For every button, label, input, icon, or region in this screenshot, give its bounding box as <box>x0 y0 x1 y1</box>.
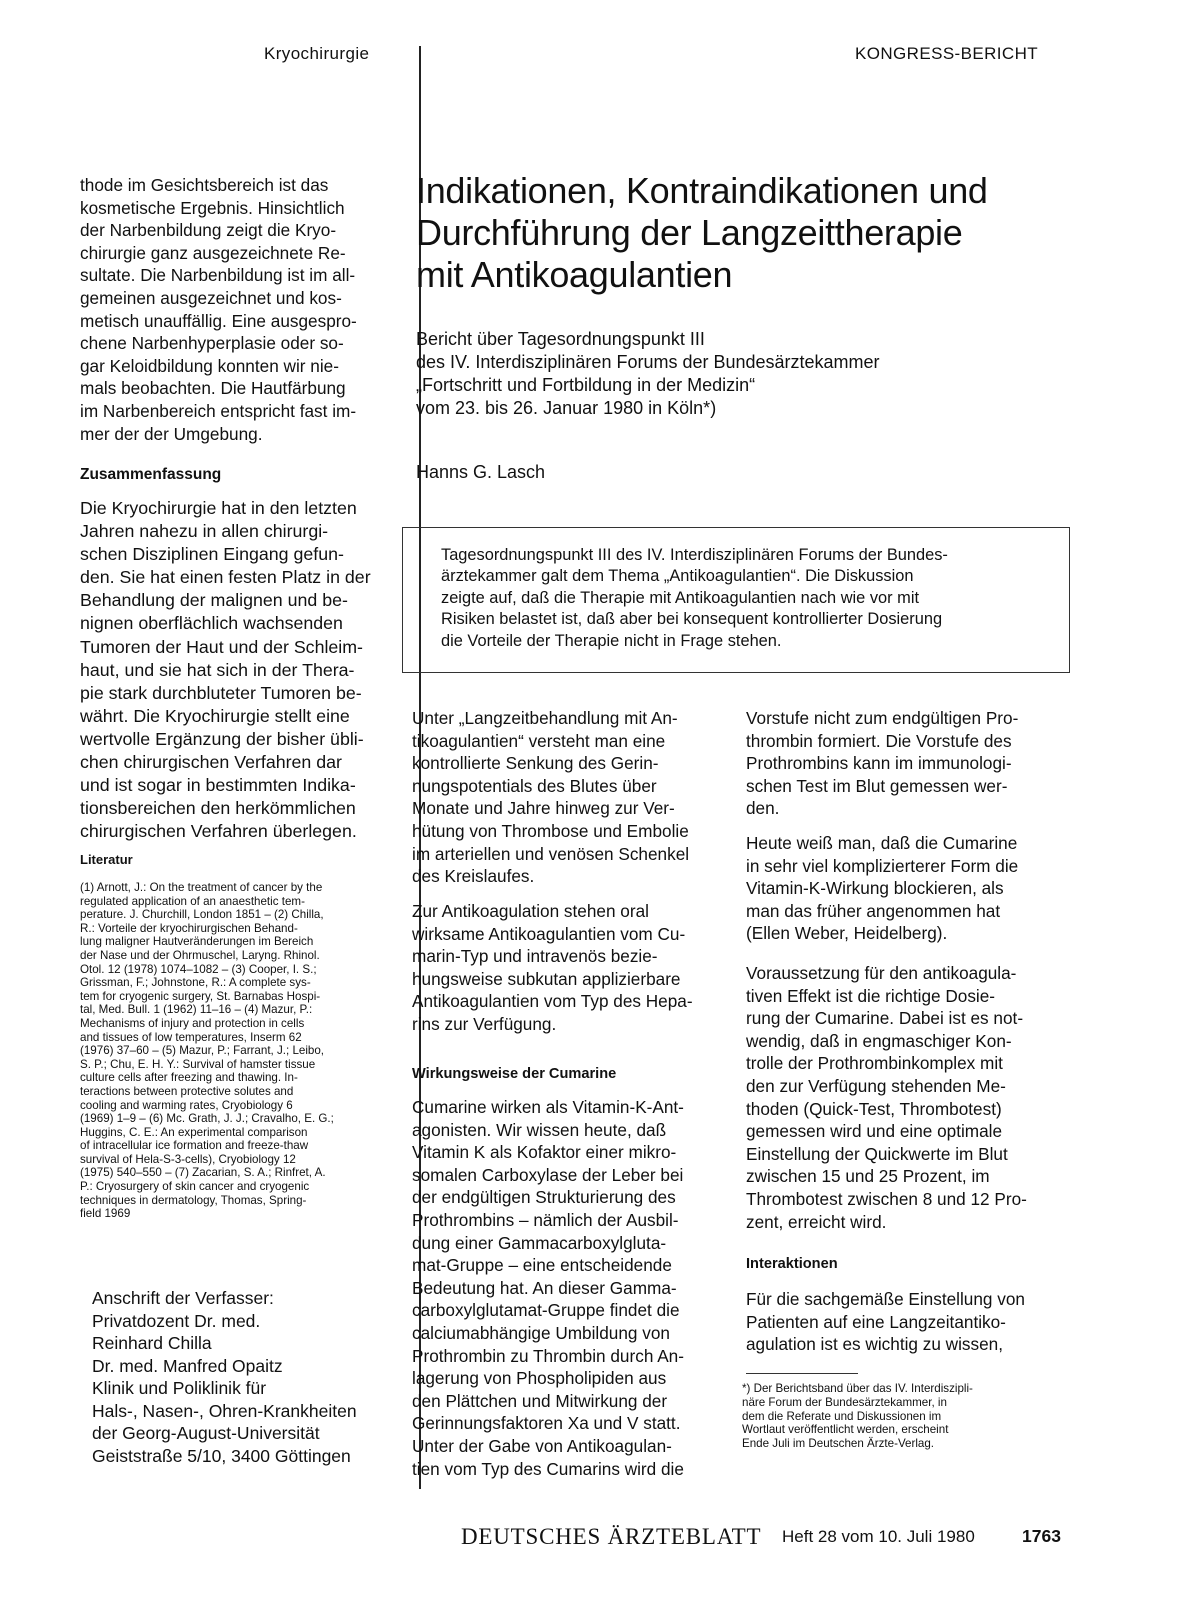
article-title: Indikationen, Kontraindikationen und Durchführung der Langzeittherapie mit Antikoagulantien <box>416 170 988 295</box>
abstract-text: Tagesordnungspunkt III des IV. Interdisziplinären Forums der Bundes- ärztekammer galt dem Thema „Antikoagulantien“. Die Diskussion zeigte auf, daß die Therapie mit Antikoagulantien nach wie vor mit Risiken belastet ist, daß aber bei konsequent kontrollierter Dosierung die Vorteile der Therapie nicht in Frage stehen. <box>441 546 948 650</box>
author-address: Anschrift der Verfasser: Privatdozent Dr. med. Reinhard Chilla Dr. med. Manfred Opaitz Klinik und Poliklinik für Hals-, Nasen-, Ohren-Krankheiten der Georg-August-Universität Geiststraße 5/10, 3400 Göttingen <box>92 1288 357 1466</box>
body-col2-para1: Vorstufe nicht zum endgültigen Pro- thrombin formiert. Die Vorstufe des Prothrombins kann im immunologi- schen Test im Blut gemessen wer- den. <box>746 708 1019 819</box>
article-author: Hanns G. Lasch <box>416 462 546 482</box>
body-col2-para2: Heute weiß man, daß die Cumarine in sehr viel komplizierterer Form die Vitamin-K-Wirkung blockieren, als man das früher angenommen hat (Ellen Weber, Heidelberg). <box>746 833 1019 944</box>
literature-text: (1) Arnott, J.: On the treatment of cancer by the regulated application of an anaesthetic tem- perature. J. Churchill, London 1851 – (2) Chilla, R.: Vorteile der kryochirurgischen Behand- lung maligner Hautveränderungen im Bereich der Nase und der Ohrmuschel, Laryng. Rhinol. Otol. 12 (1978) 1074–1082 – (3) Cooper, I. S.; Grissman, F.; Johnstone, R.: A complete sys- tem for cryogenic surgery, St. Barnabas Hospi- tal, Med. Bull. 1 (1962) 11–16 – (4) Mazur, P.: Mechanisms of injury and protection in cells and tissues of low temperatures, Inserm 62 (1976) 37–60 – (5) Mazur, P.; Farrant, J.; Leibo, S. P.; Chu, E. H. Y.: Survival of hamster tissue culture cells after freezing and thawing. In- teractions between protective solutes and cooling and warming rates, Cryobiology 6 (1969) 1–9 – (6) Mc. Grath, J. J.; Cravalho, E. G.; Huggins, C. E.: An experimental comparison of intracellular ice formation and freeze-thaw survival of Hela-S-3-cells), Cryobiology 12 (1975) 540–550 – (7) Zacarian, S. A.; Rinfret, A. P.: Cryosurgery of skin cancer and cryogenic techniques in dermatology, Thomas, Spring- field 1969 <box>80 881 334 1221</box>
literature-heading: Literatur <box>80 852 133 867</box>
body-col2-para4: Für die sachgemäße Einstellung von Patienten auf eine Langzeitantiko- agulation ist es wichtig zu wissen, <box>746 1289 1025 1355</box>
running-header-left: Kryochirurgie <box>264 44 370 63</box>
body-col1-para2: Zur Antikoagulation stehen oral wirksame Antikoagulantien vom Cu- marin-Typ und intravenös bezie- hungsweise subkutan applizierbare Antikoagulantien vom Typ des Hepa- rins zur Verfügung. <box>412 901 693 1034</box>
footer-journal: DEUTSCHES ÄRZTEBLATT <box>461 1524 762 1549</box>
running-header-right: KONGRESS-BERICHT <box>855 44 1039 63</box>
body-col2-heading: Interaktionen <box>746 1256 838 1272</box>
footer-issue: Heft 28 vom 10. Juli 1980 <box>782 1527 975 1546</box>
body-col1-para3: Cumarine wirken als Vitamin-K-Ant- agonisten. Wir wissen heute, daß Vitamin K als Kofaktor einer mikro- somalen Carboxylase der Leber bei der endgültigen Strukturierung des Prothrombins – nämlich der Ausbil- dung einer Gammacarboxylgluta- mat-Gruppe – eine entscheidende Bedeutung hat. An dieser Gamma- carboxylglutamat-Gruppe findet die calciumabhängige Umbildung von Prothrombin zu Thrombin durch An- lagerung von Phospholipiden aus den Plättchen und Mitwirkung der Gerinnungsfaktoren Xa und V statt. Unter der Gabe von Antikoagulan- tien vom Typ des Cumarins wird die <box>412 1097 684 1479</box>
summary-text: Die Kryochirurgie hat in den letzten Jahren nahezu in allen chirurgi- schen Disziplinen Eingang gefun- den. Sie hat einen festen Platz in der Behandlung der malignen und be- nignen oberflächlich wachsenden Tumoren der Haut und der Schleim- haut, und sie hat sich in der Thera- pie stark durchbluteter Tumoren be- währt. Die Kryochirurgie stellt eine wertvolle Ergänzung der bisher übli- chen chirurgischen Verfahren dar und ist sogar in bestimmten Indika- tionsbereichen den herkömmlichen chirurgischen Verfahren überlegen. <box>80 498 371 842</box>
footnote-text: *) Der Berichtsband über das IV. Interdiszipli- näre Forum der Bundesärztekammer, in dem die Referate und Diskussionen im Wortlaut veröffentlicht werden, erscheint Ende Juli im Deutschen Ärzte-Verlag. <box>742 1382 973 1451</box>
abstract-box <box>402 527 1070 673</box>
footnote-rule <box>746 1373 858 1374</box>
body-col1-heading: Wirkungsweise der Cumarine <box>412 1066 617 1082</box>
summary-heading: Zusammenfassung <box>80 466 222 483</box>
body-col2-para3: Voraussetzung für den antikoagula- tiven Effekt ist die richtige Dosie- rung der Cumarine. Dabei ist es not- wendig, daß in engmaschiger Kon- trolle der Prothrombinkomplex mit den zur Verfügung stehenden Me- thoden (Quick-Test, Thrombotest) gemessen wird und eine optimale Einstellung der Quickwerte im Blut zwischen 15 und 25 Prozent, im Thrombotest zwischen 8 und 12 Pro- zent, erreicht wird. <box>746 963 1027 1232</box>
footer-page-number: 1763 <box>1022 1526 1061 1546</box>
left-intro-text: thode im Gesichtsbereich ist das kosmetische Ergebnis. Hinsichtlich der Narbenbildung zeigt die Kryo- chirurgie ganz ausgezeichnete Re- sultate. Die Narbenbildung ist im all- gemeinen ausgezeichnet und kos- metisch unauffällig. Eine ausgespro- chene Narbenhyperplasie oder so- gar Keloidbildung konnten wir nie- mals beobachten. Die Hautfärbung im Narbenbereich entspricht fast im- mer der der Umgebung. <box>80 175 357 444</box>
body-col1-para1: Unter „Langzeitbehandlung mit An- tikoagulantien“ versteht man eine kontrollierte Senkung des Gerin- nungspotentials des Blutes über Monate und Jahre hinweg zur Ver- hütung von Thrombose und Embolie im arteriellen und venösen Schenkel des Kreislaufes. <box>412 708 690 887</box>
article-subtitle: Bericht über Tagesordnungspunkt III des IV. Interdisziplinären Forums der Bundesärztekammer „Fortschritt und Fortbildung in der Medizin“ vom 23. bis 26. Januar 1980 in Köln*) <box>416 329 880 418</box>
